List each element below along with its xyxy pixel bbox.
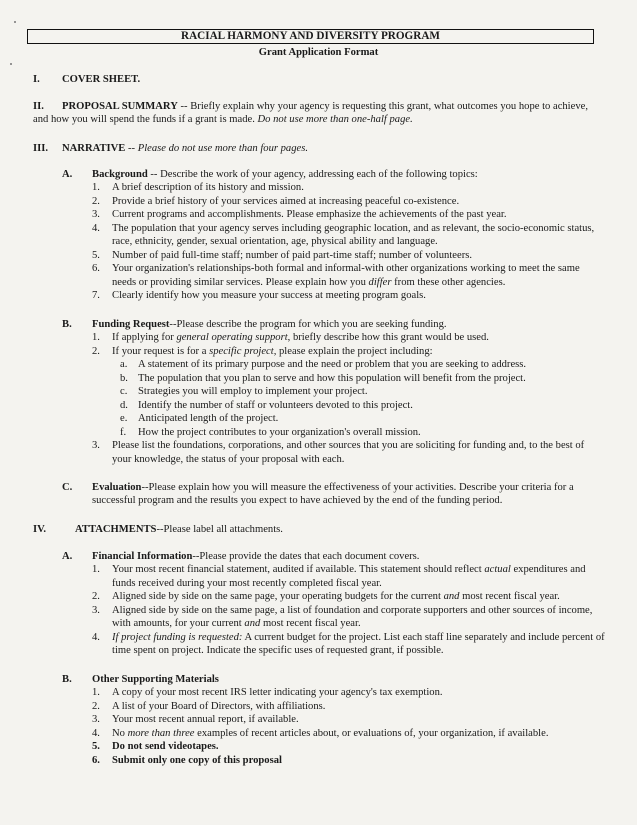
section-heading: COVER SHEET. [62, 74, 141, 85]
list-item: 6. Your organization's relationships-both formal and informal-with other organizations working to meet the same needs or providing similar services. Please explain how you differ from these other agencies. [92, 263, 580, 288]
list-item: 4. No more than three examples of recent articles about, or evaluations of, your organization, if available. [92, 727, 549, 739]
list-item: 1. A brief description of its history and mission. [92, 182, 304, 194]
section-note: Do not use more than one-half page. [257, 114, 413, 126]
list-item: 5. Number of paid full-time staff; number of paid part-time staff; number of volunteers. [92, 249, 472, 261]
list-item: 4. The population that your agency serves including geographic location, and as relevant, the socio-economic status, race, ethnicity, gender, sexual orientation, age, physical ability and language. [92, 222, 595, 248]
subsection-heading: Other Supporting Materials [92, 674, 219, 685]
list-item: 2. A list of your Board of Directors, with affiliations. [92, 700, 326, 712]
section-cover-sheet [33, 73, 603, 86]
list-item: 3. Your most recent annual report, if available. [92, 714, 299, 726]
subsection-heading: Evaluation [92, 482, 142, 493]
subsection-evaluation [62, 481, 602, 508]
section-number: II. [33, 101, 44, 112]
subsection-letter: A. [62, 551, 73, 562]
list-item: 2. Provide a brief history of your services aimed at increasing peaceful co-existence. [92, 195, 460, 207]
section-heading: ATTACHMENTS [75, 524, 157, 535]
subsection-background [62, 168, 602, 303]
section-note: Please do not use more than four pages. [137, 143, 308, 154]
list-item: 7. Clearly identify how you measure your success at meeting program goals. [92, 290, 426, 302]
list-item: 3. Current programs and accomplishments. Please emphasize the achievements of the past year. [92, 209, 507, 221]
list-item: 2. Aligned side by side on the same page, your operating budgets for the current and most recent fiscal year. [92, 591, 560, 603]
list-item: 3. Please list the foundations, corporations, and other sources that you are soliciting for funding and, to the best of your knowledge, the status of your proposal with each. [92, 440, 585, 465]
list-item: 4. If project funding is requested: A current budget for the project. List each staff line separately and include percent of time spent on project. Indicate the specific uses of requested grant, if possible. [92, 631, 605, 657]
section-text: --Please label all attachments. [156, 524, 283, 535]
section-text: -- Briefly explain why your agency is requesting this grant, what outcomes you hope to achieve, and how you will spend the funds if a grant is made. [33, 101, 588, 126]
sub-list-item: b. The population that you plan to serve and how this population will benefit from the project. [120, 372, 526, 384]
list-item: 1. A copy of your most recent IRS letter indicating your agency's tax exemption. [92, 687, 443, 699]
sub-list-item: e. Anticipated length of the project. [120, 413, 279, 425]
subsection-letter: C. [62, 482, 73, 493]
subsection-heading: Financial Information [92, 551, 193, 562]
subsection-funding-request [62, 318, 602, 466]
subsection-heading: Background [92, 169, 148, 180]
list-item: 5. Do not send videotapes. [92, 741, 219, 753]
section-dash: -- [125, 143, 138, 154]
subsection-text: --Please provide the dates that each document covers. [192, 551, 420, 562]
subsection-financial-information [62, 550, 608, 658]
subsection-text: -- Describe the work of your agency, addressing each of the following topics: [147, 169, 478, 180]
section-number: III. [33, 143, 49, 154]
subsection-letter: A. [62, 169, 73, 180]
list-item: 6. Submit only one copy of this proposal [92, 754, 282, 766]
scan-speck [14, 21, 16, 23]
sub-list-item: c. Strategies you will employ to implement your project. [120, 386, 368, 398]
program-title: RACIAL HARMONY AND DIVERSITY PROGRAM [27, 29, 594, 44]
subsection-text: --Please explain how you will measure the effectiveness of your activities. Describe your criteria for a successful program and the results you expect to have achieved by the end of the funding period. [92, 482, 574, 507]
sub-list-item: f. How the project contributes to your organization's overall mission. [120, 426, 421, 438]
section-number: IV. [33, 524, 47, 535]
section-heading: PROPOSAL SUMMARY [62, 101, 178, 112]
subsection-letter: B. [62, 674, 72, 685]
section-narrative [33, 142, 603, 155]
subsection-letter: B. [62, 319, 72, 330]
section-proposal-summary [33, 100, 603, 127]
subsection-text: --Please describe the program for which you are seeking funding. [169, 319, 447, 330]
subsection-heading: Funding Request [92, 319, 170, 330]
scan-speck [10, 63, 12, 65]
list-item: 1. If applying for general operating support, briefly describe how this grant would be used. [92, 332, 489, 344]
list-item: 1. Your most recent financial statement, audited if available. This statement should reflect actual expenditures and funds received during your most recently completed fiscal year. [92, 564, 586, 589]
list-item: 3. Aligned side by side on the same page, a list of foundation and corporate supporters and other sources of income, with amounts, for your current and most recent fiscal year. [92, 604, 593, 630]
section-attachments [33, 523, 603, 536]
list-item: 2. If your request is for a specific project, please explain the project including: a. A statement of its primary purpose and the need or problem that you are seeking to address. b. The population that you plan to serve and how this population will benefit from the project. c. Strategies you will employ to implement your project. d. Identify the number of staff or volunteers devoted to this project. e. Anticipated length of the project. f. How the project contributes to your organization's overall mission. [92, 345, 602, 439]
section-heading: NARRATIVE [62, 143, 126, 154]
document-subtitle: Grant Application Format [258, 47, 379, 58]
sub-list-item: a. A statement of its primary purpose and the need or problem that you are seeking to address. [120, 359, 527, 371]
section-number: I. [33, 74, 40, 85]
sub-list-item: d. Identify the number of staff or volunteers devoted to this project. [120, 399, 413, 411]
subsection-other-supporting-materials [62, 673, 608, 767]
